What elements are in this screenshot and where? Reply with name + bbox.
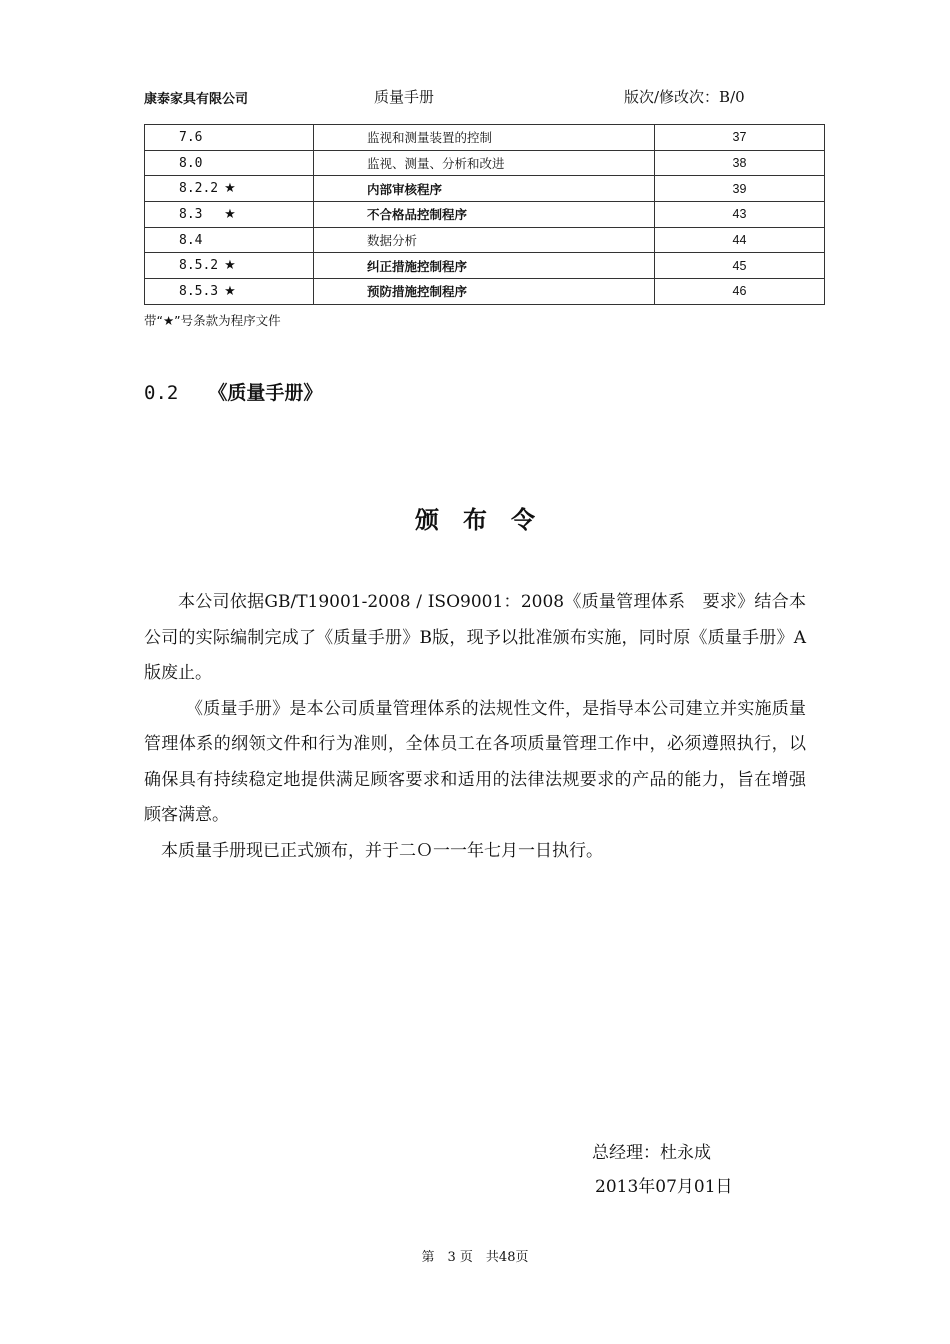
toc-title: 数据分析 [314,227,655,253]
decree-body [144,585,806,869]
paragraph: 本公司依据GB/T19001-2008 / ISO9001：2008《质量管理体系 要求》结合本公司的实际编制完成了《质量手册》B版，现予以批准颁布实施，同时原《质量手册》A版废止。 [144,592,806,683]
toc-clause [145,227,314,253]
toc-clause [145,253,314,279]
toc-clause [145,202,314,228]
toc-clause-number: 8.5.2 [179,258,219,274]
toc-clause [145,279,314,305]
section-title: 《质量手册》 [208,382,323,404]
toc-title: 预防措施控制程序 [314,279,655,305]
toc-page: 45 [655,253,825,279]
toc-note: 带“★”号条款为程序文件 [144,313,281,328]
section-number: 0.2 [144,382,179,404]
toc-page: 39 [655,176,825,202]
section-heading [144,378,322,405]
toc-clause-number: 7.6 [179,129,203,145]
toc-clause [145,176,314,202]
signature-date: 2013年07月01日 [595,1177,733,1197]
header-doc-title: 质量手册 [374,88,435,106]
toc-clause [145,125,314,151]
star-icon: ★ [224,283,236,299]
table-row [145,176,825,202]
toc-title: 监视、测量、分析和改进 [314,150,655,176]
signer: 总经理：杜永成 [592,1143,711,1163]
toc-title: 内部审核程序 [314,176,655,202]
toc-clause-number: 8.2.2 [179,181,219,197]
toc-clause [145,150,314,176]
star-icon: ★ [224,206,236,222]
table-row [145,253,825,279]
toc-clause-number: 8.4 [179,232,203,248]
table-row [145,279,825,305]
toc-page: 38 [655,150,825,176]
paragraph: 本质量手册现已正式颁布，并于二Ｏ一一年七月一日执行。 [161,840,603,861]
toc-title: 纠正措施控制程序 [314,253,655,279]
decree-title: 颁布令 [415,506,559,534]
toc-clause-number: 8.5.3 [179,283,219,299]
table-row [145,202,825,228]
header-version: 版次/修改次：B/0 [624,88,745,106]
star-icon: ★ [224,258,236,274]
table-row [145,125,825,151]
toc-table [144,124,825,305]
table-row [145,150,825,176]
toc-page: 44 [655,227,825,253]
toc-title: 监视和测量装置的控制 [314,125,655,151]
toc-page: 43 [655,202,825,228]
toc-page: 37 [655,125,825,151]
toc-title: 不合格品控制程序 [314,202,655,228]
toc-clause-number: 8.0 [179,155,203,171]
star-icon: ★ [224,181,236,197]
toc-clause-number: 8.3 [179,206,219,222]
page-footer: 第 3 页 共48页 [421,1250,529,1265]
table-row [145,227,825,253]
paragraph: 《质量手册》是本公司质量管理体系的法规性文件，是指导本公司建立并实施质量管理体系的纲领文件和行为准则，全体员工在各项质量管理工作中，必须遵照执行，以确保具有持续稳定地提供满足顾客要求和适用的法律法规要求的产品的能力，旨在增强顾客满意。 [144,698,806,825]
header-company: 康泰家具有限公司 [144,92,249,107]
toc-page: 46 [655,279,825,305]
